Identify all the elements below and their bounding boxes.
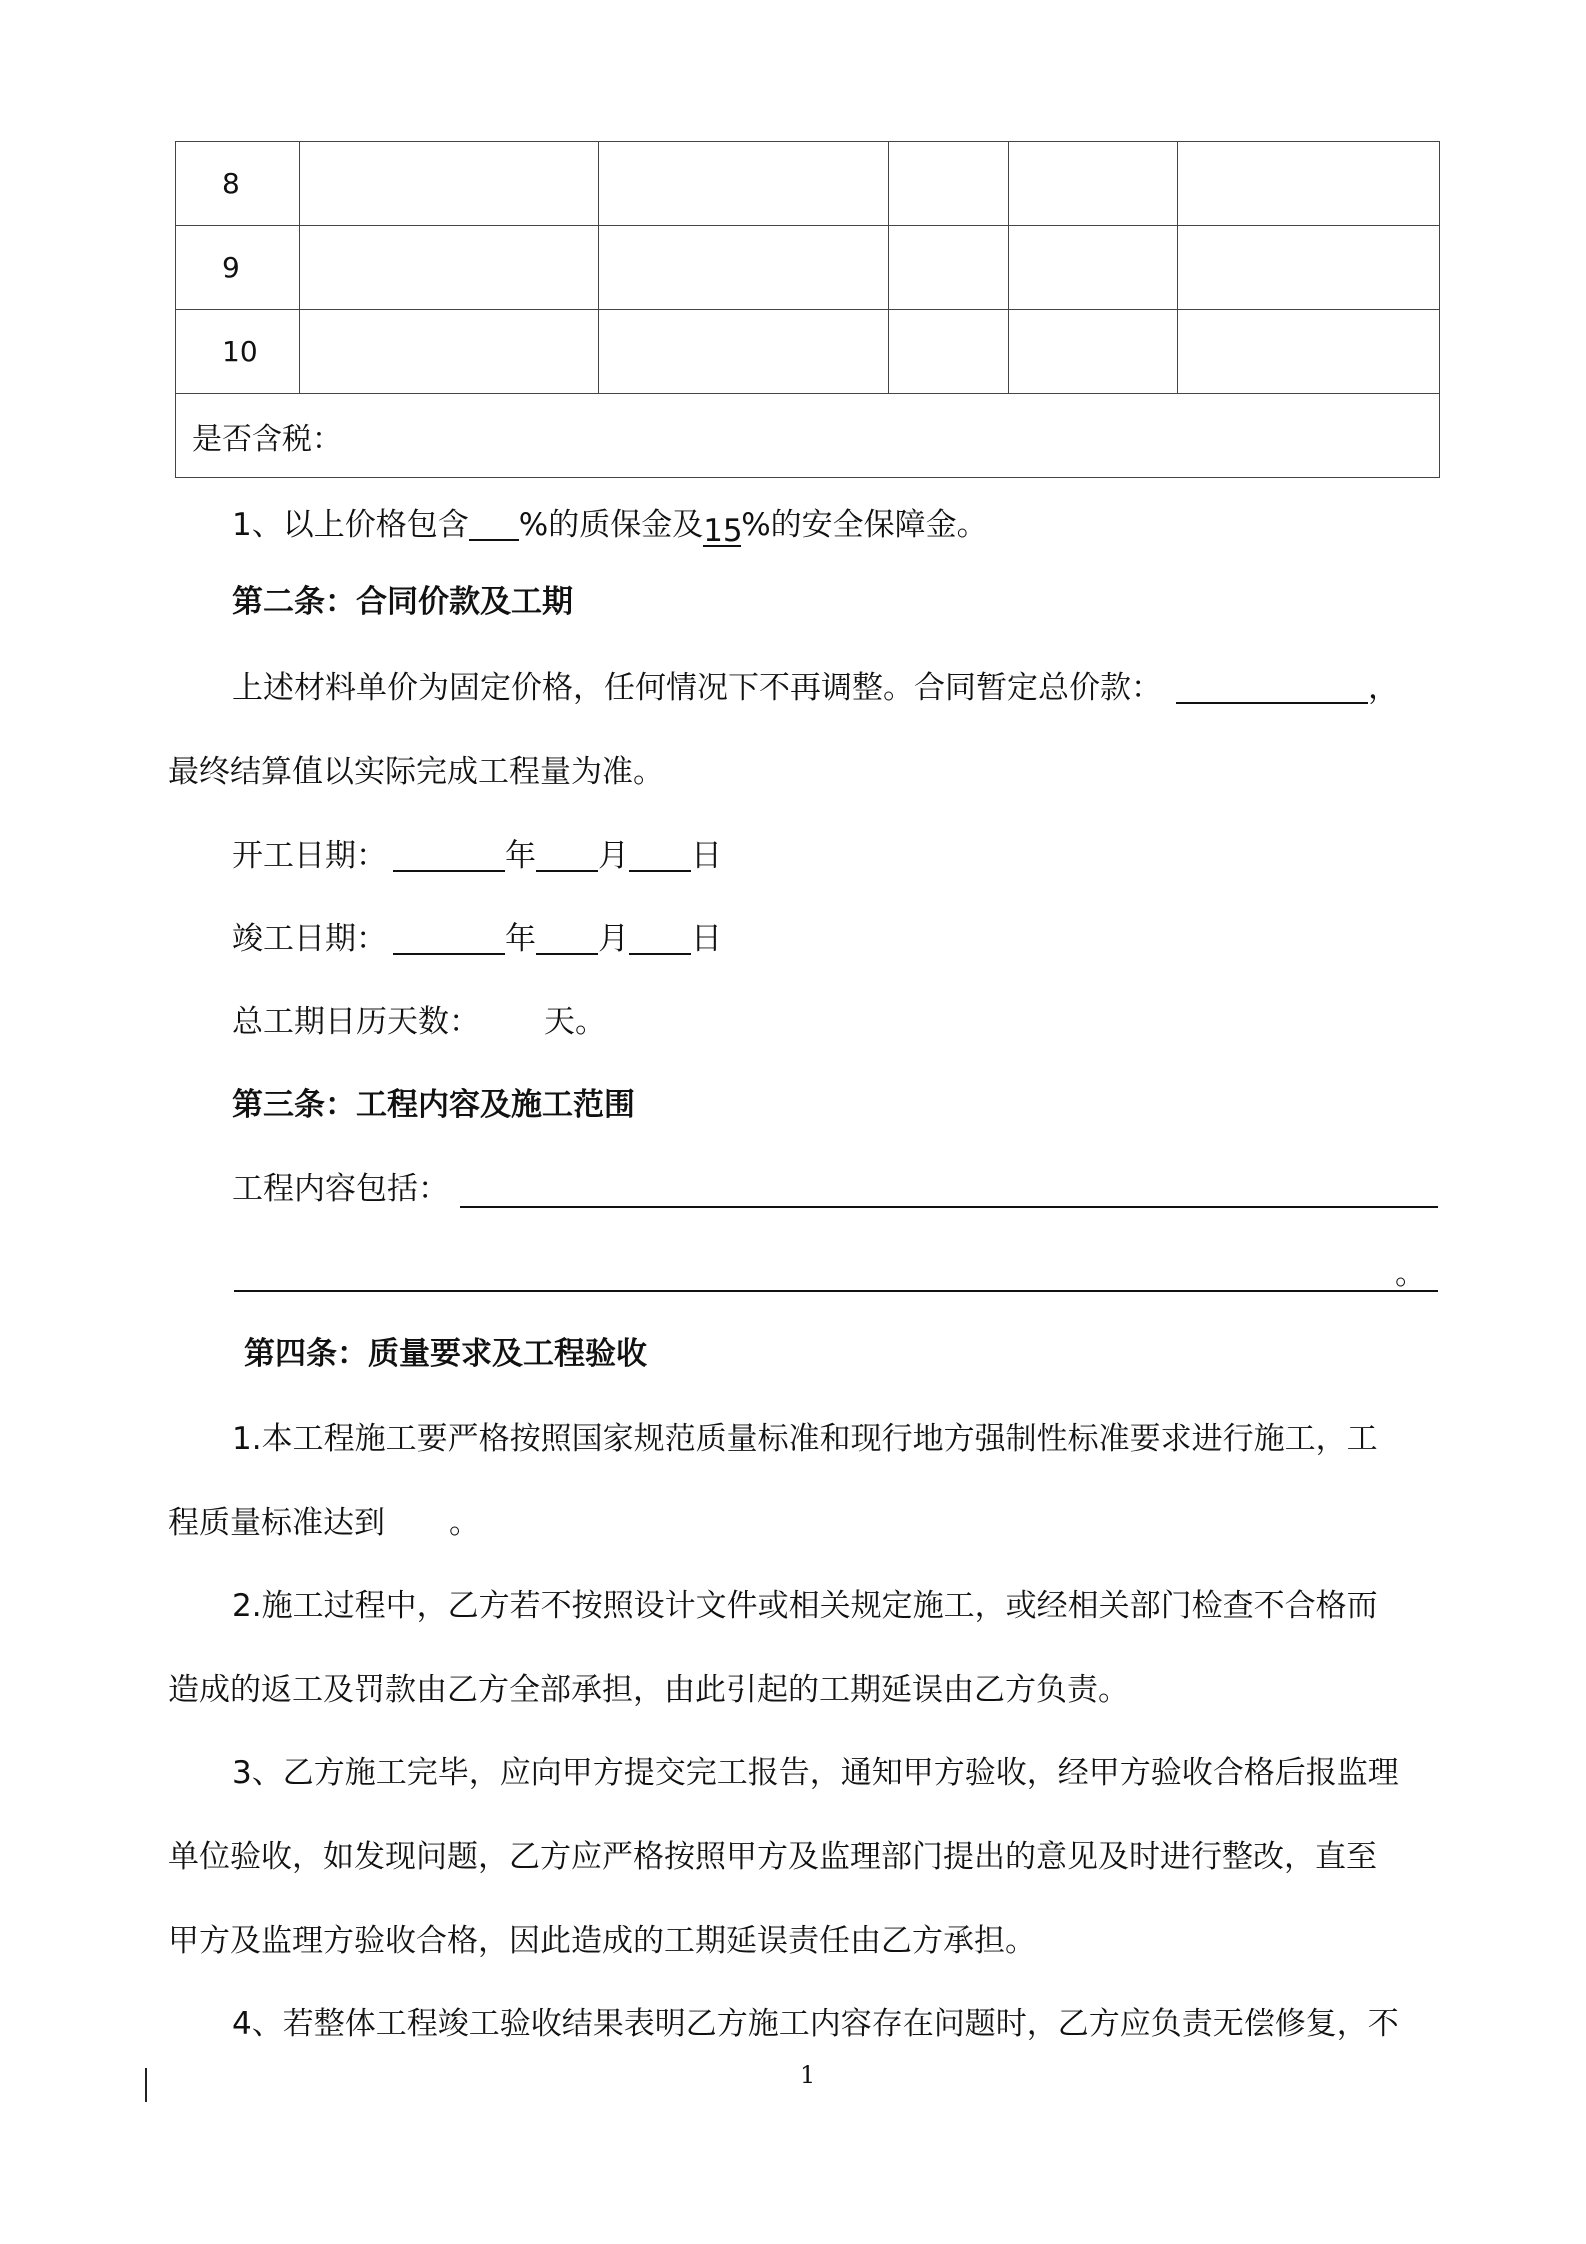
content-blank-line[interactable] [460, 1206, 1438, 1208]
duration-line [232, 1002, 606, 1042]
article2-title: 第二条：合同价款及工期 [232, 584, 573, 620]
end-year-blank[interactable] [393, 919, 505, 955]
table-cell[interactable] [599, 226, 889, 310]
end-date-label: 竣工日期： [232, 921, 387, 957]
end-day-blank[interactable] [629, 919, 691, 955]
start-year-blank[interactable] [393, 836, 505, 872]
table-cell[interactable] [1009, 142, 1178, 226]
price-end: ， [1368, 670, 1399, 706]
table-cell[interactable] [599, 142, 889, 226]
price-table [175, 141, 1440, 478]
margin-mark [145, 2068, 147, 2102]
table-row [176, 142, 1440, 226]
quality-para-1-cont [168, 1503, 480, 1543]
table-cell[interactable] [1178, 226, 1440, 310]
start-month-blank[interactable] [536, 836, 598, 872]
end-month-blank[interactable] [536, 919, 598, 955]
duration-label: 总工期日历天数： [232, 1004, 480, 1040]
row-number: 8 [176, 142, 300, 226]
price-note-text: 1、以上价格包含 [232, 507, 469, 543]
day-label: 日 [691, 838, 722, 874]
table-cell[interactable] [889, 310, 1009, 394]
table-cell[interactable] [889, 142, 1009, 226]
quality-para-3-cont2: 甲方及监理方验收合格，因此造成的工期延误责任由乙方承担。 [168, 1923, 1036, 1959]
tax-label: 是否含税： [176, 394, 1440, 478]
period-mark: 。 [449, 1505, 480, 1541]
table-cell[interactable] [300, 310, 599, 394]
price-note-text: %的安全保障金。 [741, 507, 988, 543]
month-label: 月 [598, 838, 629, 874]
table-cell[interactable] [1009, 226, 1178, 310]
article4-title: 第四条：质量要求及工程验收 [244, 1336, 647, 1372]
year-label: 年 [505, 921, 536, 957]
end-date-line [232, 919, 722, 959]
table-cell[interactable] [1009, 310, 1178, 394]
safety-percent-value: 15 [703, 513, 743, 549]
table-cell[interactable] [300, 142, 599, 226]
content-blank-line[interactable] [234, 1290, 1438, 1292]
price-text: 上述材料单价为固定价格，任何情况下不再调整。合同暂定总价款： [232, 670, 1162, 706]
year-label: 年 [505, 838, 536, 874]
start-day-blank[interactable] [629, 836, 691, 872]
start-date-label: 开工日期： [232, 838, 387, 874]
quality-para-2-cont: 造成的返工及罚款由乙方全部承担，由此引起的工期延误由乙方负责。 [168, 1672, 1129, 1708]
quality-para-3: 3、乙方施工完毕，应向甲方提交完工报告，通知甲方验收，经甲方验收合格后报监理 [232, 1755, 1399, 1791]
table-cell[interactable] [1178, 142, 1440, 226]
table-cell[interactable] [300, 226, 599, 310]
content-label: 工程内容包括： [232, 1171, 449, 1207]
table-cell[interactable] [889, 226, 1009, 310]
article3-title: 第三条：工程内容及施工范围 [232, 1087, 635, 1123]
month-label: 月 [598, 921, 629, 957]
row-number: 9 [176, 226, 300, 310]
quality-para-4: 4、若整体工程竣工验收结果表明乙方施工内容存在问题时，乙方应负责无偿修复，不 [232, 2006, 1399, 2042]
row-number: 10 [176, 310, 300, 394]
page-number: 1 [800, 2061, 816, 2089]
quality-para-2: 2.施工过程中，乙方若不按照设计文件或相关规定施工，或经相关部门检查不合格而 [232, 1588, 1378, 1624]
content-end-mark: 。 [1395, 1256, 1426, 1292]
price-note-text: %的质保金及 [518, 507, 704, 543]
total-price-blank[interactable] [1176, 668, 1368, 704]
start-date-line [232, 836, 722, 876]
table-row [176, 226, 1440, 310]
duration-unit: 天。 [544, 1004, 606, 1040]
price-line [232, 668, 1399, 708]
quality-standard-label: 程质量标准达到 [168, 1505, 385, 1541]
quality-para-3-cont: 单位验收，如发现问题，乙方应严格按照甲方及监理部门提出的意见及时进行整改，直至 [168, 1839, 1377, 1875]
tax-row [176, 394, 1440, 478]
table-cell[interactable] [599, 310, 889, 394]
table-cell[interactable] [1178, 310, 1440, 394]
day-label: 日 [691, 921, 722, 957]
warranty-percent-blank[interactable] [469, 505, 519, 541]
settlement-text: 最终结算值以实际完成工程量为准。 [168, 754, 664, 790]
table-row [176, 310, 1440, 394]
price-note [232, 505, 988, 547]
quality-para-1: 1.本工程施工要严格按照国家规范质量标准和现行地方强制性标准要求进行施工，工 [232, 1421, 1378, 1457]
